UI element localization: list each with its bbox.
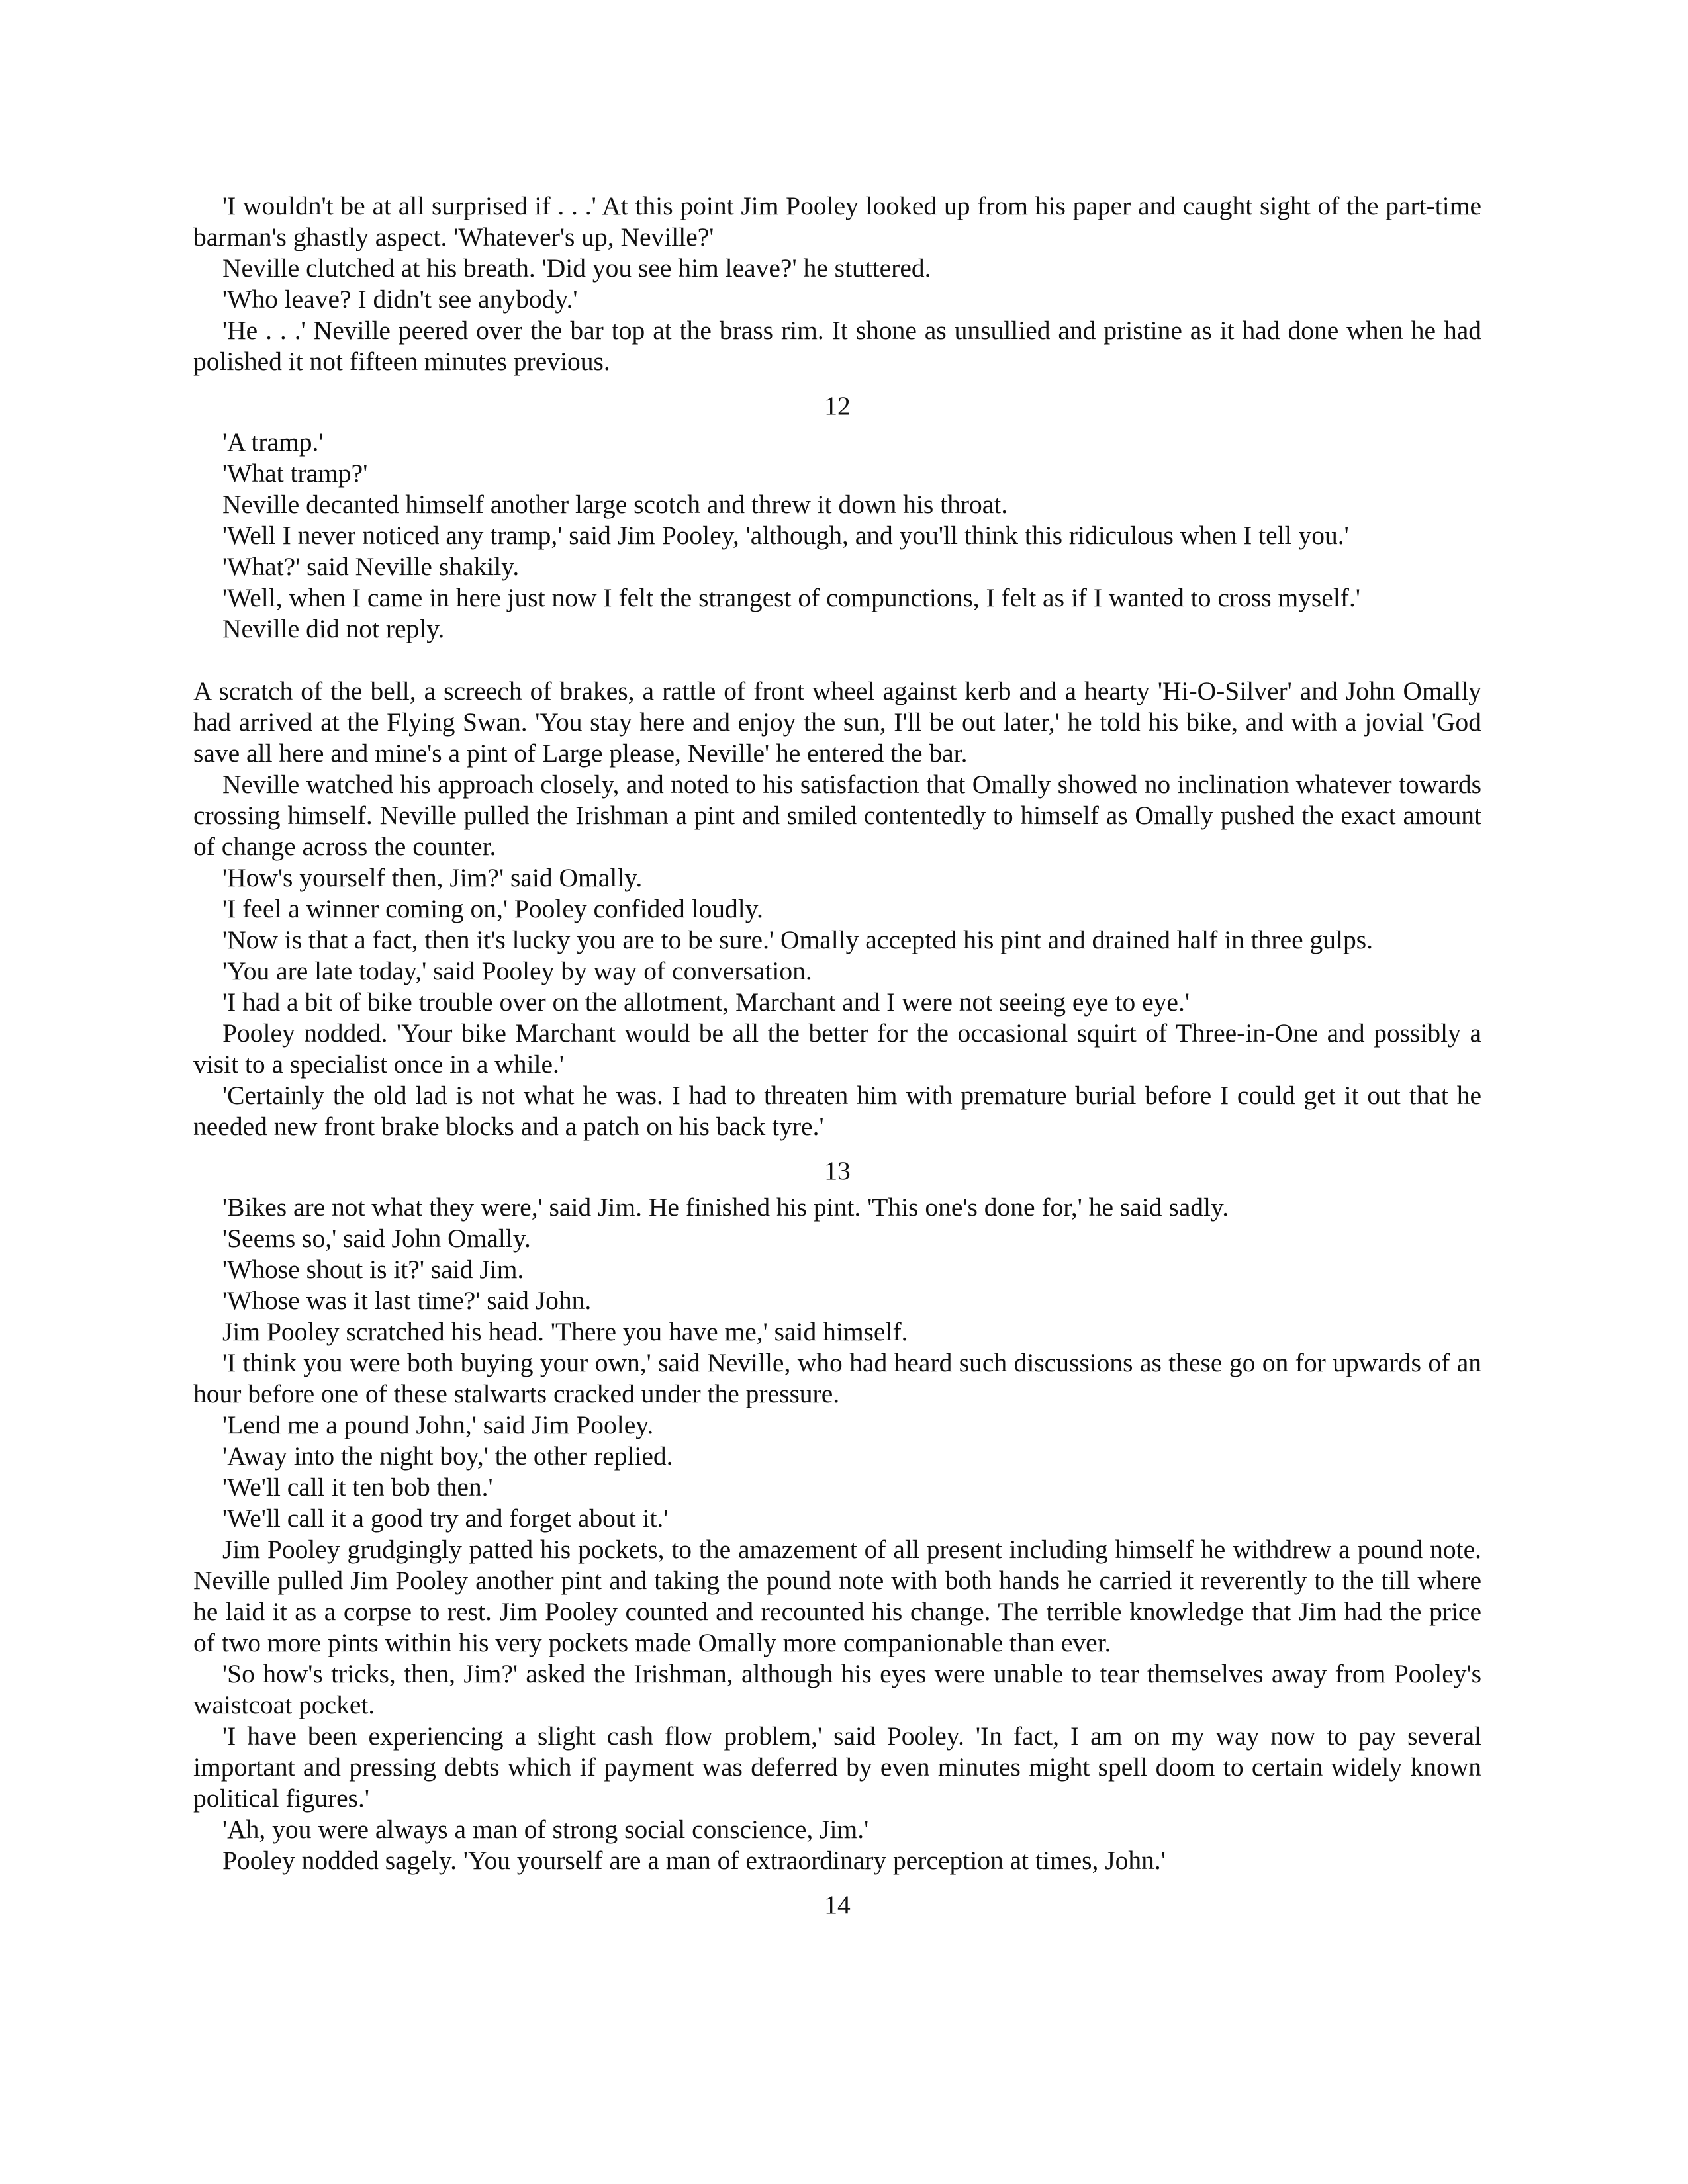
paragraph: A scratch of the bell, a screech of brakes, a rattle of front wheel against kerb and a hearty 'Hi-O-Silver' and John Omally had arrived at the Flying Swan. 'You stay here and enjoy the sun, I'll be out later,' he told his bike, and with a jovial 'God save all here and mine's a pint of Large please, Neville' he entered the bar. [193,676,1481,768]
paragraph: 'You are late today,' said Pooley by way of conversation. [222,956,812,985]
paragraph: 'Ah, you were always a man of strong social conscience, Jim.' [222,1815,869,1844]
document-page [193,191,1481,1926]
paragraph: 'Lend me a pound John,' said Jim Pooley. [222,1410,654,1439]
paragraph: Jim Pooley scratched his head. 'There you have me,' said himself. [222,1317,908,1346]
paragraph: 'I have been experiencing a slight cash flow problem,' said Pooley. 'In fact, I am on my way now to pay several important and pressing debts which if payment was deferred by even minutes might spell doom to certain widely known political figures.' [193,1721,1481,1813]
paragraph: 'I think you were both buying your own,' said Neville, who had heard such discussions as these go on for upwards of an hour before one of these stalwarts cracked under the pressure. [193,1348,1481,1408]
paragraph: 'How's yourself then, Jim?' said Omally. [222,863,643,892]
paragraph: 'I wouldn't be at all surprised if . . .' At this point Jim Pooley looked up from his paper and caught sight of the part-time barman's ghastly aspect. 'Whatever's up, Neville?' [193,191,1481,251]
paragraph: 'What?' said Neville shakily. [222,552,520,581]
paragraph: 'I feel a winner coming on,' Pooley confided loudly. [222,894,763,923]
paragraph: 'Whose shout is it?' said Jim. [222,1255,524,1284]
paragraph: 'Away into the night boy,' the other replied. [222,1441,673,1471]
paragraph: Neville did not reply. [222,614,445,643]
paragraph: 'Certainly the old lad is not what he was. I had to threaten him with premature burial before I could get it out that he needed new front brake blocks and a patch on his back tyre.' [193,1081,1481,1141]
paragraph: 'Well I never noticed any tramp,' said Jim Pooley, 'although, and you'll think this ridiculous when I tell you.' [222,521,1349,550]
paragraph: Neville decanted himself another large scotch and threw it down his throat. [222,490,1008,519]
page-number: 14 [824,1890,851,1919]
paragraph: 'Well, when I came in here just now I felt the strangest of compunctions, I felt as if I wanted to cross myself.' [222,583,1360,612]
page-number: 13 [824,1156,851,1185]
page-number: 12 [824,391,851,420]
paragraph: 'Who leave? I didn't see anybody.' [222,285,578,314]
paragraph: 'A tramp.' [222,428,324,457]
paragraph: Pooley nodded. 'Your bike Marchant would be all the better for the occasional squirt of Three-in-One and possibly a visit to a specialist once in a while.' [193,1019,1481,1079]
paragraph: 'What tramp?' [222,459,368,488]
paragraph: Pooley nodded sagely. 'You yourself are a man of extraordinary perception at times, John.' [222,1846,1166,1875]
paragraph: 'We'll call it a good try and forget about it.' [222,1504,669,1533]
paragraph: 'So how's tricks, then, Jim?' asked the Irishman, although his eyes were unable to tear themselves away from Pooley's waistcoat pocket. [193,1659,1481,1719]
section-break [193,645,1481,676]
paragraph: 'I had a bit of bike trouble over on the allotment, Marchant and I were not seeing eye to eye.' [222,987,1190,1017]
paragraph: 'Seems so,' said John Omally. [222,1224,531,1253]
paragraph: 'We'll call it ten bob then.' [222,1473,493,1502]
paragraph: 'Whose was it last time?' said John. [222,1286,592,1315]
paragraph: Jim Pooley grudgingly patted his pockets, to the amazement of all present including himself he withdrew a pound note. Neville pulled Jim Pooley another pint and taking the pound note with both hands he carried it reverently to the till where he laid it as a corpse to rest. Jim Pooley counted and recounted his change. The terrible knowledge that Jim had the price of two more pints within his very pockets made Omally more companionable than ever. [193,1535,1481,1657]
paragraph: 'He . . .' Neville peered over the bar top at the brass rim. It shone as unsullied and pristine as it had done when he had polished it not fifteen minutes previous. [193,316,1481,376]
paragraph: Neville clutched at his breath. 'Did you see him leave?' he stuttered. [222,253,931,283]
paragraph: 'Bikes are not what they were,' said Jim. He finished his pint. 'This one's done for,' he said sadly. [222,1193,1229,1222]
paragraph: 'Now is that a fact, then it's lucky you are to be sure.' Omally accepted his pint and drained half in three gulps. [222,925,1373,954]
paragraph: Neville watched his approach closely, and noted to his satisfaction that Omally showed no inclination whatever towards crossing himself. Neville pulled the Irishman a pint and smiled contentedly to himself as Omally pushed the exact amount of change across the counter. [193,770,1481,861]
